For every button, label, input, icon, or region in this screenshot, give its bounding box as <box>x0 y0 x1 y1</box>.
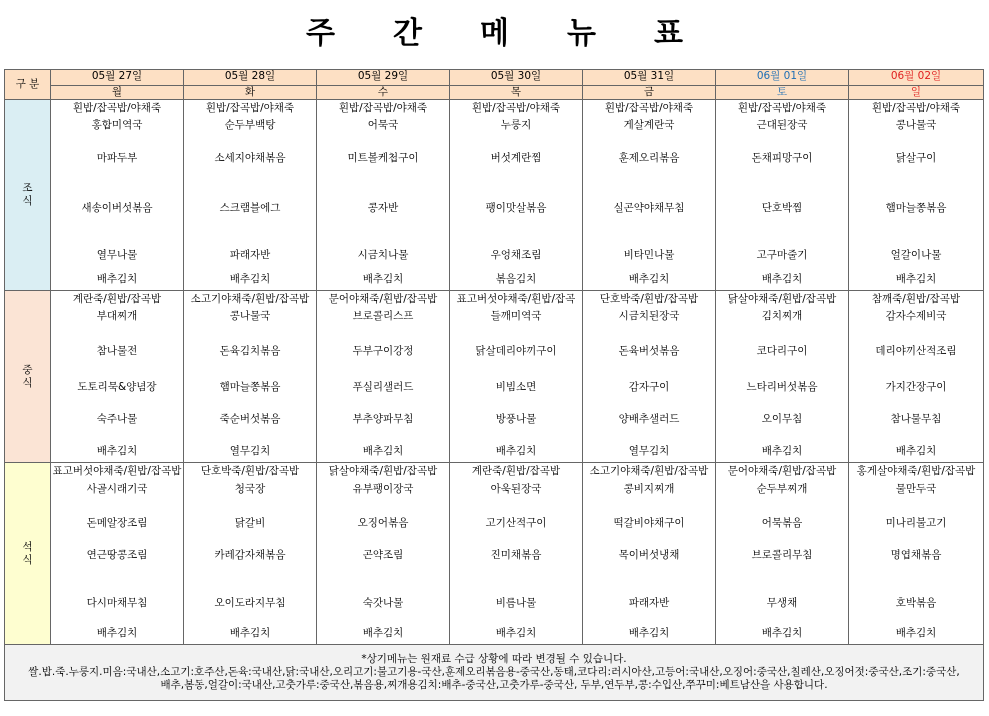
menu-item: 숙갓나물 <box>362 597 404 609</box>
note-line2: 쌀.밥.죽.누룽지.미음:국내산,소고기:호주산,돈육:국내산,닭:국내산,오리고기:불고기용-국산,훈제오리볶음용-중국산,동태,코다리:러시아산,고등어:국내산,오징어:중국산,칠레산,오징어젓:중국산,조기:중국산, <box>28 666 960 678</box>
menu-item: 오이무침 <box>761 413 803 425</box>
menu-item: 배추김치 <box>229 627 271 639</box>
menu-item: 비빔소면 <box>495 381 537 393</box>
menu-item: 콩나물국 <box>895 119 937 131</box>
menu-item: 흰밥/잡곡밥/야채죽 <box>471 102 561 114</box>
lunch-label <box>5 291 51 463</box>
menu-item: 파래자반 <box>229 249 271 261</box>
menu-item: 버섯계란찜 <box>490 152 542 164</box>
page-title <box>0 0 989 60</box>
breakfast-label <box>5 100 51 291</box>
breakfast-row <box>5 100 984 291</box>
menu-item: 소고기야채죽/흰밥/잡곡밥 <box>190 293 310 305</box>
menu-cell <box>184 100 317 291</box>
menu-cell <box>51 100 184 291</box>
title-char: 표 <box>654 16 683 51</box>
menu-item: 근대된장국 <box>756 119 808 131</box>
dinner-row <box>5 463 984 645</box>
weekly-menu-table <box>4 69 984 701</box>
menu-item: 카레감자채볶음 <box>214 549 286 561</box>
title-char: 메 <box>480 16 509 51</box>
menu-item: 흰밥/잡곡밥/야채죽 <box>604 102 694 114</box>
menu-item: 마파두부 <box>96 152 138 164</box>
day-of-week: 화 <box>184 86 317 100</box>
menu-cell <box>450 291 583 463</box>
meal-label-char: 식 <box>22 195 33 207</box>
menu-cell <box>716 291 849 463</box>
menu-item: 문어야채죽/흰밥/잡곡밥 <box>328 293 438 305</box>
menu-item: 미나리불고기 <box>885 517 947 529</box>
menu-item: 열무김치 <box>628 445 670 457</box>
menu-cell <box>716 100 849 291</box>
menu-item: 콩나물국 <box>229 310 271 322</box>
menu-item: 열무나물 <box>96 249 138 261</box>
menu-item: 계란죽/흰밥/잡곡밥 <box>471 465 561 477</box>
notes-row <box>5 645 984 701</box>
menu-item: 문어야채죽/흰밥/잡곡밥 <box>727 465 837 477</box>
menu-item: 단호박찜 <box>761 202 803 214</box>
day-date: 05월 30일 <box>450 70 583 86</box>
meal-label-char: 중 <box>22 363 33 376</box>
menu-item: 미트볼케첩구이 <box>347 152 419 164</box>
menu-item: 볶음김치 <box>495 273 537 285</box>
menu-item: 푸실리샐러드 <box>352 381 414 393</box>
menu-cell <box>184 463 317 645</box>
menu-item: 진미채볶음 <box>490 549 542 561</box>
menu-item: 배추김치 <box>895 445 937 457</box>
menu-item: 어묵볶음 <box>761 517 803 529</box>
menu-item: 시금치된장국 <box>618 310 680 322</box>
day-of-week: 토 <box>716 86 849 100</box>
menu-item: 배추김치 <box>362 445 404 457</box>
menu-item: 양배추샐러드 <box>618 413 680 425</box>
header-day-row <box>5 86 984 100</box>
note-line1: *상기메뉴는 원재료 수급 상황에 따라 변경될 수 있습니다. <box>361 653 627 665</box>
menu-cell <box>583 100 716 291</box>
menu-item: 배추김치 <box>761 445 803 457</box>
day-of-week: 목 <box>450 86 583 100</box>
menu-item: 연근땅콩조림 <box>86 549 148 561</box>
menu-cell <box>184 291 317 463</box>
menu-item: 가지간장구이 <box>885 381 947 393</box>
menu-item: 게살계란국 <box>623 119 675 131</box>
menu-item: 명엽채볶음 <box>890 549 942 561</box>
menu-item: 흰밥/잡곡밥/야채죽 <box>205 102 295 114</box>
menu-item: 배추김치 <box>362 627 404 639</box>
menu-cell <box>583 463 716 645</box>
day-date: 05월 31일 <box>583 70 716 86</box>
menu-item: 무생채 <box>766 597 798 609</box>
menu-item: 돈육김치볶음 <box>219 345 281 357</box>
menu-item: 배추김치 <box>229 273 271 285</box>
menu-item: 단호박죽/흰밥/잡곡밥 <box>200 465 300 477</box>
header-corner: 구 분 <box>5 70 51 100</box>
menu-item: 소고기야채죽/흰밥/잡곡밥 <box>589 465 709 477</box>
menu-item: 코다리구이 <box>756 345 808 357</box>
day-date: 05월 28일 <box>184 70 317 86</box>
menu-item: 느타리버섯볶음 <box>746 381 818 393</box>
menu-item: 계란죽/흰밥/잡곡밥 <box>72 293 162 305</box>
menu-item: 배추김치 <box>895 627 937 639</box>
menu-item: 고기산적구이 <box>485 517 547 529</box>
menu-item: 참나물전 <box>96 345 138 357</box>
menu-item: 새송이버섯볶음 <box>81 202 153 214</box>
menu-item: 방풍나물 <box>495 413 537 425</box>
menu-item: 참나물무침 <box>890 413 942 425</box>
menu-item: 표고버섯야채죽/흰밥/잡곡 <box>456 293 576 305</box>
meal-label-char: 석 <box>22 540 33 553</box>
menu-item: 들깨미역국 <box>490 310 542 322</box>
day-date: 05월 27일 <box>51 70 184 86</box>
menu-item: 감자수제비국 <box>885 310 947 322</box>
menu-item: 표고버섯야채죽/흰밥/잡곡밥 <box>52 465 182 477</box>
menu-item: 돈채피망구이 <box>751 152 813 164</box>
menu-cell <box>716 463 849 645</box>
header-date-row <box>5 70 984 86</box>
menu-item: 오이도라지무침 <box>214 597 286 609</box>
menu-item: 사골시래기국 <box>86 483 148 495</box>
menu-item: 스크램블에그 <box>219 202 281 214</box>
menu-item: 부추양파무침 <box>352 413 414 425</box>
menu-item: 호박볶음 <box>895 597 937 609</box>
menu-item: 시금치나물 <box>357 249 409 261</box>
menu-item: 우엉채조림 <box>490 249 542 261</box>
menu-cell <box>849 463 984 645</box>
menu-item: 오징어볶음 <box>357 517 409 529</box>
menu-item: 누룽지 <box>500 119 532 131</box>
menu-item: 두부구이강정 <box>352 345 414 357</box>
menu-item: 배추김치 <box>362 273 404 285</box>
menu-item: 돈메알장조림 <box>86 517 148 529</box>
menu-item: 실곤약야채무침 <box>613 202 685 214</box>
day-date: 05월 29일 <box>317 70 450 86</box>
menu-item: 배추김치 <box>96 627 138 639</box>
note-line3: 배추,봄동,얼갈이:국내산,고춧가루:중국산,볶음용,찌개용김치:배추-중국산,고춧가루-중국산, 두부,연두부,콩:수입산,쭈꾸미:베트남산을 사용합니다. <box>160 679 828 691</box>
menu-item: 햄마늘쫑볶음 <box>219 381 281 393</box>
meal-label-char: 식 <box>22 376 33 389</box>
menu-item: 배추김치 <box>96 273 138 285</box>
day-date: 06월 02일 <box>849 70 984 86</box>
day-date: 06월 01일 <box>716 70 849 86</box>
menu-item: 얼갈이나물 <box>890 249 942 261</box>
menu-item: 청국장 <box>234 483 266 495</box>
title-char: 뉴 <box>567 16 596 51</box>
menu-item: 햄마늘쫑볶음 <box>885 202 947 214</box>
menu-item: 고구마줄기 <box>756 249 808 261</box>
menu-item: 단호박죽/흰밥/잡곡밥 <box>599 293 699 305</box>
menu-cell <box>51 291 184 463</box>
menu-cell <box>317 463 450 645</box>
menu-item: 배추김치 <box>895 273 937 285</box>
menu-item: 데리야끼산적조림 <box>875 345 957 357</box>
menu-item: 순두부찌개 <box>756 483 808 495</box>
day-of-week: 일 <box>849 86 984 100</box>
menu-item: 물만두국 <box>895 483 937 495</box>
menu-item: 돈육버섯볶음 <box>618 345 680 357</box>
menu-item: 어묵국 <box>367 119 399 131</box>
menu-item: 열무김치 <box>229 445 271 457</box>
menu-item: 배추김치 <box>761 273 803 285</box>
meal-label-char: 조 <box>22 182 33 194</box>
menu-item: 흰밥/잡곡밥/야채죽 <box>72 102 162 114</box>
menu-item: 유부팽이장국 <box>352 483 414 495</box>
menu-item: 배추김치 <box>96 445 138 457</box>
menu-item: 홍게살야채죽/흰밥/잡곡밥 <box>856 465 976 477</box>
menu-item: 파래자반 <box>628 597 670 609</box>
menu-item: 브로콜리스프 <box>352 310 414 322</box>
menu-item: 훈제오리볶음 <box>618 152 680 164</box>
menu-item: 배추김치 <box>495 627 537 639</box>
menu-item: 참깨죽/흰밥/잡곡밥 <box>871 293 961 305</box>
menu-cell <box>849 291 984 463</box>
menu-item: 부대찌개 <box>96 310 138 322</box>
menu-item: 배추김치 <box>495 445 537 457</box>
menu-item: 숙주나물 <box>96 413 138 425</box>
lunch-row <box>5 291 984 463</box>
menu-item: 흰밥/잡곡밥/야채죽 <box>871 102 961 114</box>
menu-item: 배추김치 <box>628 273 670 285</box>
menu-item: 홍합미역국 <box>91 119 143 131</box>
menu-item: 비름나물 <box>495 597 537 609</box>
menu-item: 배추김치 <box>761 627 803 639</box>
menu-cell <box>450 100 583 291</box>
menu-cell <box>450 463 583 645</box>
menu-item: 닭살구이 <box>895 152 937 164</box>
menu-item: 목이버섯냉채 <box>618 549 680 561</box>
menu-cell <box>51 463 184 645</box>
dinner-label <box>5 463 51 645</box>
notes-cell <box>5 645 984 701</box>
menu-item: 흰밥/잡곡밥/야채죽 <box>737 102 827 114</box>
menu-item: 소세지야채볶음 <box>214 152 286 164</box>
menu-item: 죽순버섯볶음 <box>219 413 281 425</box>
menu-cell <box>583 291 716 463</box>
menu-cell <box>849 100 984 291</box>
menu-cell <box>317 100 450 291</box>
menu-item: 배추김치 <box>628 627 670 639</box>
menu-item: 팽이맛살볶음 <box>485 202 547 214</box>
menu-item: 감자구이 <box>628 381 670 393</box>
menu-cell <box>317 291 450 463</box>
menu-item: 닭살데리야끼구이 <box>475 345 557 357</box>
menu-item: 다시마채무침 <box>86 597 148 609</box>
menu-item: 닭살야채죽/흰밥/잡곡밥 <box>727 293 837 305</box>
day-of-week: 금 <box>583 86 716 100</box>
title-char: 주 <box>306 16 335 51</box>
menu-item: 콩비지찌개 <box>623 483 675 495</box>
title-char: 간 <box>393 16 422 51</box>
menu-item: 비타민나물 <box>623 249 675 261</box>
menu-item: 순두부백탕 <box>224 119 276 131</box>
menu-item: 도토리묵&양념장 <box>77 381 157 393</box>
menu-item: 흰밥/잡곡밥/야채죽 <box>338 102 428 114</box>
day-of-week: 수 <box>317 86 450 100</box>
menu-item: 김치찌개 <box>761 310 803 322</box>
meal-label-char: 식 <box>22 553 33 566</box>
menu-item: 브로콜리무침 <box>751 549 813 561</box>
menu-item: 닭살야채죽/흰밥/잡곡밥 <box>328 465 438 477</box>
menu-item: 아욱된장국 <box>490 483 542 495</box>
menu-item: 떡갈비야채구이 <box>613 517 685 529</box>
menu-item: 콩자반 <box>367 202 399 214</box>
menu-item: 닭갈비 <box>234 517 266 529</box>
menu-item: 곤약조림 <box>362 549 404 561</box>
day-of-week: 월 <box>51 86 184 100</box>
